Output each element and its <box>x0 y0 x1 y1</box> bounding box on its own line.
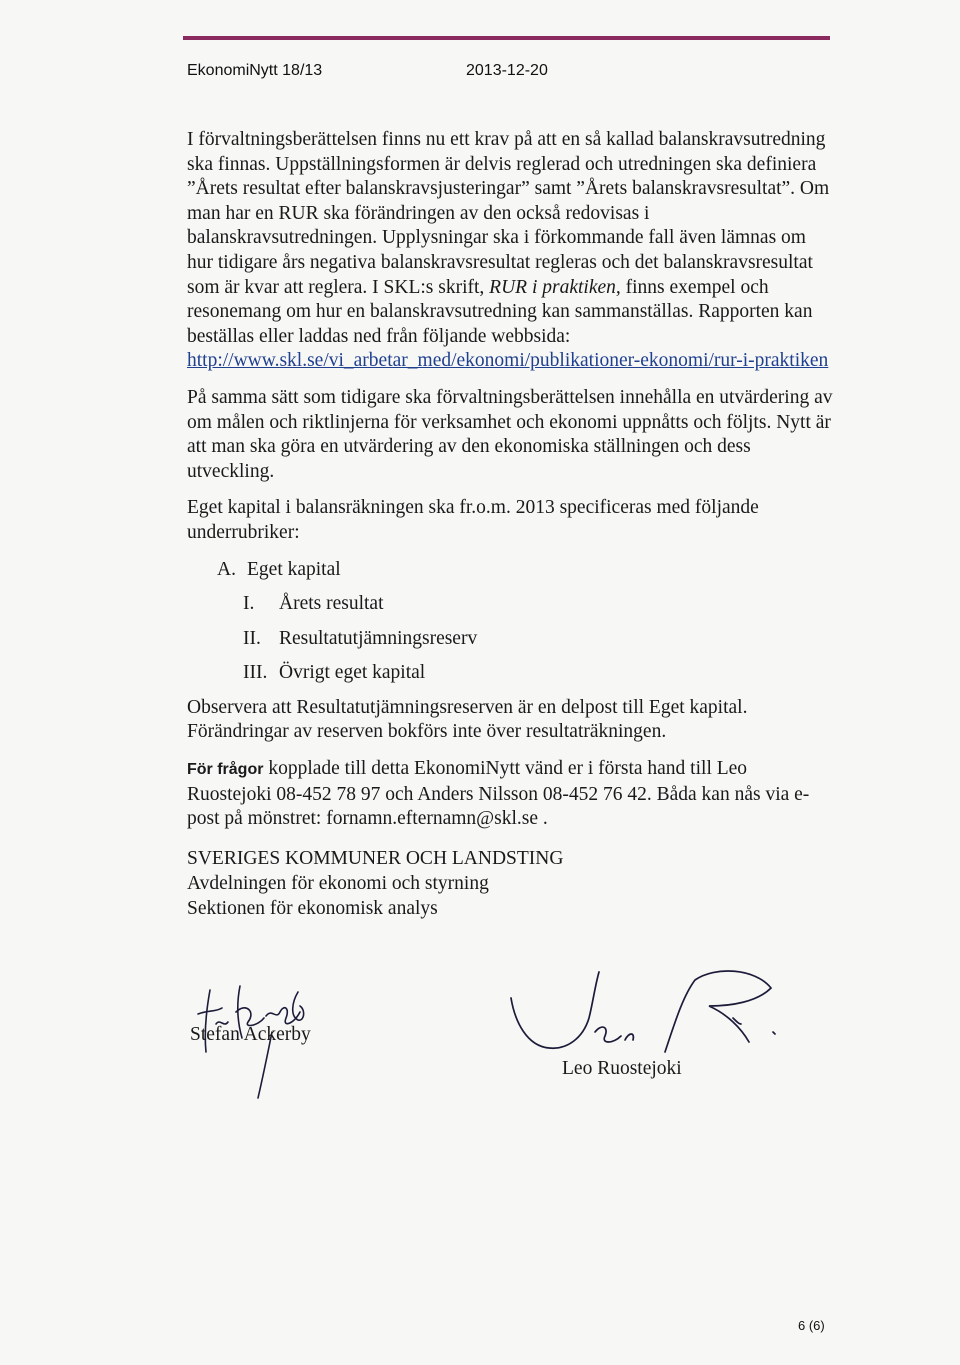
eget-kapital-list <box>187 558 835 686</box>
section-name: Sektionen för ekonomisk analys <box>187 897 438 919</box>
fragor-text: kopplade till detta EkonomiNytt vänd er i första hand till Leo Ruostejoki 08-452 78 97 och Anders Nilsson 08-452 76 42. Båda kan nås via e-post på mönstret: fornamn.efternamn@skl.se . <box>187 758 810 830</box>
paragraph-eget-kapital: Eget kapital i balansräkningen ska fr.o.m. 2013 specificeras med följande underrubriker: <box>187 497 759 543</box>
paragraph-balanskrav-text-a: I förvaltningsberättelsen finns nu ett krav på att en så kallad balanskravsutredning ska finnas. Uppställningsformen är delvis reglerad och utredningen ska definiera ”Årets resultat efter balanskravsjusteringar” samt ”Årets balanskravsresultat”. Om man har en RUR ska förändringen av den också redovisas i balanskravsutredningen. Upplysningar ska i förkommande fall även lämnas om hur tidigare års negativa balanskravsresultat regleras och det balanskravsresultat som är kvar att reglera. I SKL:s skrift, <box>187 129 830 298</box>
publication-reference: RUR i praktiken, <box>489 276 621 298</box>
list-item <box>217 558 835 583</box>
list-item <box>243 592 835 617</box>
signatory-left-name: Stefan Ackerby <box>190 1024 311 1045</box>
list-item-number: III. <box>243 662 268 684</box>
list-item-label: Eget kapital <box>247 558 341 580</box>
department-name: Avdelningen för ekonomi och styrning <box>187 872 489 894</box>
organization-block <box>187 846 835 921</box>
signatory-right-name: Leo Ruostejoki <box>562 1058 682 1079</box>
publication-date: 2013-12-20 <box>466 62 548 79</box>
list-item-label: Övrigt eget kapital <box>279 662 426 684</box>
list-item-number: A. <box>217 558 236 580</box>
paragraph-utvardering: På samma sätt som tidigare ska förvaltningsberättelsen innehålla en utvärdering av om målen och riktlinjerna för verksamhet och ekonomi uppnåtts och följts. Nytt är att man ska göra en utvärdering av den ekonomiska ställningen och dess utveckling. <box>187 386 833 482</box>
paragraph-observera: Observera att Resultatutjämningsreserven är en delpost till Eget kapital. Förändringar av reserven bokförs inte över resultaträkningen. <box>187 696 748 743</box>
signature-leo-ruostejoki <box>505 962 785 1072</box>
organization-name: SVERIGES KOMMUNER OCH LANDSTING <box>187 847 564 869</box>
fragor-label: För frågor <box>187 761 264 779</box>
subheading-list <box>217 592 835 686</box>
list-item-label: Årets resultat <box>279 593 384 615</box>
list-item <box>243 627 835 652</box>
list-item-label: Resultatutjämningsreserv <box>279 627 478 649</box>
list-item <box>243 661 835 686</box>
paragraph-fragor <box>187 757 835 832</box>
skl-link[interactable]: http://www.skl.se/vi_arbetar_med/ekonomi/publikationer-ekonomi/rur-i-praktiken <box>187 350 829 372</box>
header-rule <box>183 36 830 40</box>
document-body <box>187 128 835 921</box>
publication-title: EkonomiNytt 18/13 <box>187 62 323 79</box>
list-item-number: I. <box>243 593 255 615</box>
page-number: 6 (6) <box>798 1318 825 1333</box>
list-item-number: II. <box>243 627 261 649</box>
paragraph-balanskrav-text-b: finns exempel och resonemang om hur en balanskravsutredning kan sammanställas. Rapporten kan beställas eller laddas ned från följande webbsida: <box>187 276 813 347</box>
paragraph-balanskrav <box>187 128 835 374</box>
